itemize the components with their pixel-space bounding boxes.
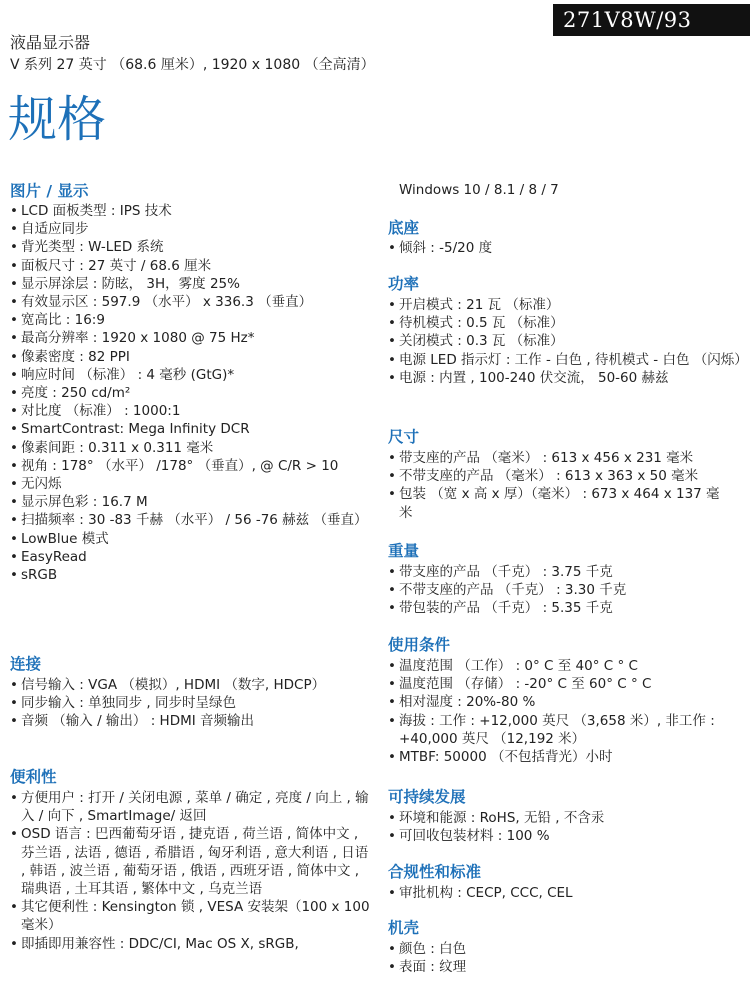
- spec-item: • MTBF: 50000 （不包括背光）小时: [388, 748, 733, 766]
- weight-spec-list: [388, 563, 743, 618]
- spec-item: • 不带支座的产品 （千克） : 3.30 千克: [388, 581, 743, 599]
- power-spec-list: [388, 296, 748, 387]
- spec-item: • 倾斜 : -5/20 度: [388, 239, 743, 257]
- connectivity-spec-list: [10, 676, 355, 731]
- spec-item: • 亮度 : 250 cd/m²: [10, 384, 380, 402]
- picture-spec-list: [10, 202, 380, 584]
- spec-item: • 环境和能源 : RoHS, 无铅 , 不含汞: [388, 809, 743, 827]
- spec-item: • LCD 面板类型 : IPS 技术: [10, 202, 380, 220]
- model-number-badge: 271V8W/93: [553, 4, 750, 36]
- spec-item: • 待机模式 : 0.5 瓦 （标准）: [388, 314, 743, 332]
- spec-item: • 同步输入 : 单独同步 , 同步时呈绿色: [10, 694, 355, 712]
- spec-item: • 像素密度 : 82 PPI: [10, 348, 380, 366]
- spec-item: • 表面 : 纹理: [388, 958, 743, 976]
- spec-item: • 不带支座的产品 （毫米） : 613 x 363 x 50 毫米: [388, 467, 728, 485]
- page-title: 规格: [8, 91, 107, 148]
- spec-item: • 像素间距 : 0.311 x 0.311 毫米: [10, 439, 380, 457]
- spec-item: • 电源 : 内置 , 100-240 伏交流， 50-60 赫兹: [388, 369, 743, 387]
- spec-item: • 背光类型 : W-LED 系统: [10, 238, 380, 256]
- spec-item: • 带包装的产品 （千克） : 5.35 千克: [388, 599, 743, 617]
- spec-item: • 带支座的产品 （毫米） : 613 x 456 x 231 毫米: [388, 449, 728, 467]
- spec-item: • OSD 语言 : 巴西葡萄牙语 , 捷克语 , 荷兰语 , 简体中文 , 芬兰语 , 法语 , 德语 , 希腊语 , 匈牙利语 , 意大利语 , 日语 , 韩语 , 波兰语 , 葡萄牙语 , 俄语 , 西班牙语 , 简体中文 , 瑞典语 , 土耳其语 , 繁体中文 , 乌克兰语: [10, 825, 372, 898]
- spec-item: • 响应时间 （标准） : 4 毫秒 (GtG)*: [10, 366, 380, 384]
- compliance-spec-list: [388, 884, 743, 902]
- spec-item: • 包装 （宽 x 高 x 厚）（毫米） : 673 x 464 x 137 毫米: [388, 485, 728, 521]
- spec-item: • 音频 （输入 / 输出） : HDMI 音频输出: [10, 712, 355, 730]
- spec-item: • 显示屏涂层 : 防眩， 3H，雾度 25%: [10, 275, 380, 293]
- spec-item: • 对比度 （标准） : 1000:1: [10, 402, 380, 420]
- spec-item: • SmartContrast: Mega Infinity DCR: [10, 420, 380, 438]
- product-type: 液晶显示器: [10, 33, 91, 52]
- spec-item: • 电源 LED 指示灯 : 工作 - 白色 , 待机模式 - 白色 （闪烁）: [388, 351, 743, 369]
- spec-item: • 带支座的产品 （千克） : 3.75 千克: [388, 563, 743, 581]
- compat-continuation: Windows 10 / 8.1 / 8 / 7: [399, 182, 559, 198]
- spec-item: • 宽高比 : 16:9: [10, 311, 380, 329]
- spec-item: • 审批机构 : CECP, CCC, CEL: [388, 884, 743, 902]
- section-title-cabinet: 机壳: [388, 919, 420, 937]
- dimensions-spec-list: [388, 449, 728, 522]
- spec-item: • 相对湿度 : 20%-80 %: [388, 693, 733, 711]
- spec-item: • 关闭模式 : 0.3 瓦 （标准）: [388, 332, 743, 350]
- spec-item: • 扫描频率 : 30 -83 千赫 （水平） / 56 -76 赫兹 （垂直）: [10, 511, 380, 529]
- spec-item: • sRGB: [10, 566, 380, 584]
- spec-item: • 温度范围 （工作） : 0° C 至 40° C ° C: [388, 657, 733, 675]
- section-title-weight: 重量: [388, 542, 420, 560]
- spec-item: • 有效显示区 : 597.9 （水平） x 336.3 （垂直）: [10, 293, 380, 311]
- spec-item: • 信号输入 : VGA （模拟）, HDMI （数字, HDCP）: [10, 676, 355, 694]
- spec-item: • 显示屏色彩 : 16.7 M: [10, 493, 380, 511]
- sustainability-spec-list: [388, 809, 743, 845]
- stand-spec-list: [388, 239, 743, 257]
- section-title-sustainability: 可持续发展: [388, 788, 466, 806]
- section-title-connectivity: 连接: [10, 655, 42, 673]
- spec-item: • 可回收包装材料 : 100 %: [388, 827, 743, 845]
- spec-item: • 海拔 : 工作 : +12,000 英尺 （3,658 米）, 非工作 : +40,000 英尺 （12,192 米）: [388, 712, 733, 748]
- convenience-spec-list: [10, 789, 372, 953]
- spec-item: • 其它便利性 : Kensington 锁 , VESA 安装架（100 x 100 毫米）: [10, 898, 372, 934]
- spec-item: • 颜色 : 白色: [388, 940, 743, 958]
- spec-item: • 面板尺寸 : 27 英寸 / 68.6 厘米: [10, 257, 380, 275]
- spec-item: • 最高分辨率 : 1920 x 1080 @ 75 Hz*: [10, 329, 380, 347]
- spec-item: • 无闪烁: [10, 475, 380, 493]
- cabinet-spec-list: [388, 940, 743, 976]
- section-title-power: 功率: [388, 275, 420, 293]
- spec-item: • 视角 : 178° （水平） /178° （垂直）, @ C/R > 10: [10, 457, 380, 475]
- section-title-stand: 底座: [388, 219, 420, 237]
- spec-item: • 开启模式 : 21 瓦 （标准）: [388, 296, 743, 314]
- spec-item: • 温度范围 （存储） : -20° C 至 60° C ° C: [388, 675, 733, 693]
- series-line: V 系列 27 英寸 （68.6 厘米）, 1920 x 1080 （全高清）: [10, 57, 375, 73]
- section-title-picture: 图片 / 显示: [10, 182, 89, 200]
- spec-item: • 方便用户 : 打开 / 关闭电源 , 菜单 / 确定 , 亮度 / 向上 , 输入 / 向下 , SmartImage/ 返回: [10, 789, 372, 825]
- spec-item: • 自适应同步: [10, 220, 380, 238]
- spec-item: • EasyRead: [10, 548, 380, 566]
- section-title-operating: 使用条件: [388, 636, 451, 654]
- section-title-dimensions: 尺寸: [388, 428, 420, 446]
- spec-item: • LowBlue 模式: [10, 530, 380, 548]
- spec-item: • 即插即用兼容性 : DDC/CI, Mac OS X, sRGB,: [10, 935, 372, 953]
- section-title-compliance: 合规性和标准: [388, 863, 482, 881]
- operating-spec-list: [388, 657, 733, 766]
- section-title-convenience: 便利性: [10, 768, 57, 786]
